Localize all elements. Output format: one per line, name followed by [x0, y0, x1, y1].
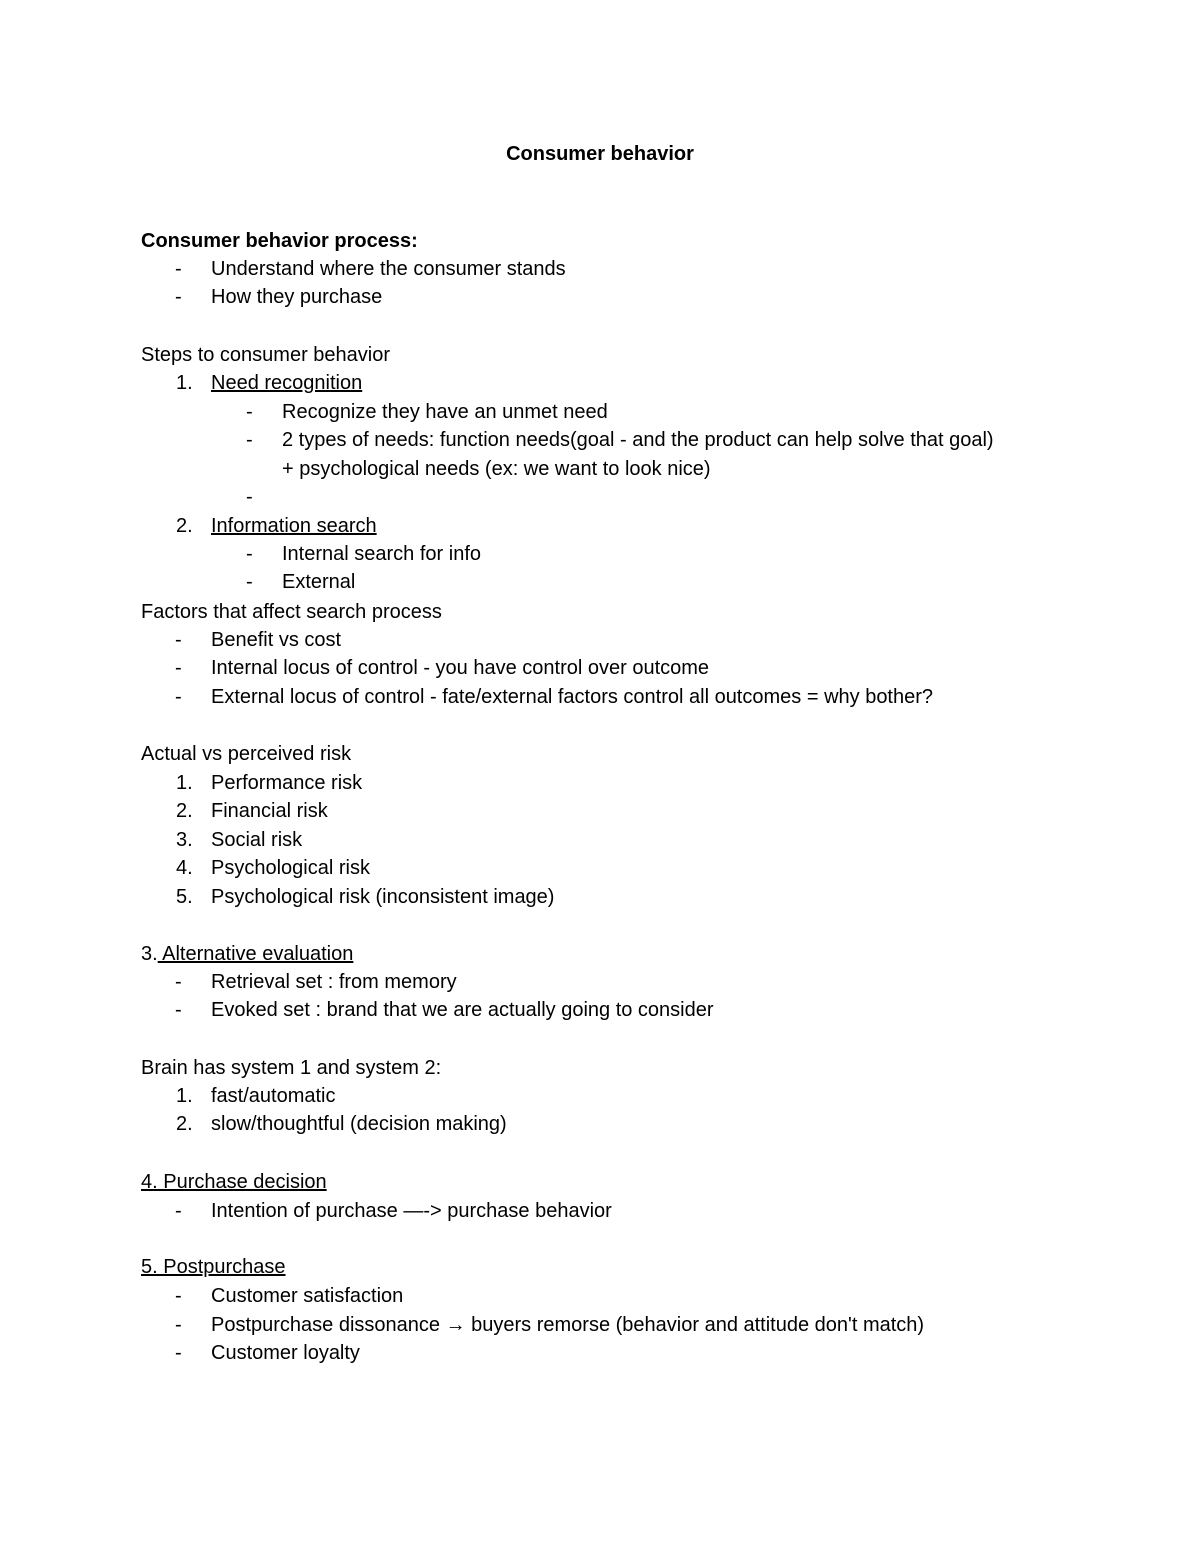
- bullet-marker: -: [175, 999, 182, 1021]
- bullet-marker: -: [175, 1342, 182, 1364]
- list-item: fast/automatic: [211, 1085, 336, 1107]
- list-item: External locus of control - fate/external factors control all outcomes = why bother?: [211, 686, 934, 708]
- list-item: Customer loyalty: [211, 1342, 360, 1364]
- list-item-continuation: + psychological needs (ex: we want to look nice): [282, 458, 711, 480]
- step-need-recognition: Need recognition: [211, 372, 363, 394]
- list-item: Social risk: [211, 829, 303, 851]
- list-item: Financial risk: [211, 800, 328, 822]
- list-item: slow/thoughtful (decision making): [211, 1113, 507, 1135]
- list-number: 1.: [176, 372, 193, 394]
- section-heading-brain: Brain has system 1 and system 2:: [141, 1057, 442, 1079]
- list-item: Evoked set : brand that we are actually going to consider: [211, 999, 714, 1021]
- section-heading-steps: Steps to consumer behavior: [141, 344, 391, 366]
- bullet-marker: -: [175, 686, 182, 708]
- bullet-marker: -: [175, 629, 182, 651]
- section-heading-process: Consumer behavior process:: [141, 230, 418, 252]
- bullet-marker: -: [175, 1200, 182, 1222]
- list-item: Intention of purchase —-> purchase behavior: [211, 1200, 612, 1222]
- bullet-marker: -: [175, 1285, 182, 1307]
- list-item: Customer satisfaction: [211, 1285, 404, 1307]
- bullet-marker: -: [175, 971, 182, 993]
- list-item: Psychological risk (inconsistent image): [211, 886, 555, 908]
- list-number: 1.: [176, 1085, 193, 1107]
- step-information-search: Information search: [211, 515, 377, 537]
- bullet-marker: -: [246, 429, 253, 451]
- list-item: Understand where the consumer stands: [211, 258, 566, 280]
- list-item: External: [282, 571, 356, 593]
- list-item: Psychological risk: [211, 857, 370, 879]
- list-item: Benefit vs cost: [211, 629, 342, 651]
- list-number: 4.: [176, 857, 193, 879]
- list-number: 2.: [176, 1113, 193, 1135]
- section-heading-risk: Actual vs perceived risk: [141, 743, 352, 765]
- section-heading-factors: Factors that affect search process: [141, 601, 442, 623]
- list-number: 3.: [176, 829, 193, 851]
- bullet-marker: -: [246, 401, 253, 423]
- bullet-marker: -: [175, 258, 182, 280]
- page-title: Consumer behavior: [506, 143, 694, 165]
- bullet-marker: -: [175, 1314, 182, 1336]
- heading-number: 3.: [141, 943, 158, 965]
- list-item: How they purchase: [211, 286, 383, 308]
- section-heading-purchase: 4. Purchase decision: [141, 1171, 327, 1193]
- bullet-marker: -: [246, 571, 253, 593]
- list-number: 2.: [176, 800, 193, 822]
- list-item: Internal locus of control - you have control over outcome: [211, 657, 710, 679]
- list-number: 2.: [176, 515, 193, 537]
- list-item: 2 types of needs: function needs(goal - and the product can help solve that goal): [282, 429, 994, 451]
- bullet-marker: -: [246, 543, 253, 565]
- list-number: 1.: [176, 772, 193, 794]
- bullet-marker: -: [175, 286, 182, 308]
- list-item: Postpurchase dissonance → buyers remorse (behavior and attitude don't match): [211, 1314, 925, 1336]
- section-heading-alt-eval: [141, 942, 353, 966]
- heading-label: Alternative evaluation: [157, 943, 354, 965]
- section-heading-postpurchase: 5. Postpurchase: [141, 1256, 286, 1278]
- list-item: Performance risk: [211, 772, 363, 794]
- bullet-marker: -: [175, 657, 182, 679]
- bullet-marker: -: [246, 486, 253, 508]
- list-number: 5.: [176, 886, 193, 908]
- list-item: Recognize they have an unmet need: [282, 401, 608, 423]
- list-item: Internal search for info: [282, 543, 481, 565]
- list-item: Retrieval set : from memory: [211, 971, 457, 993]
